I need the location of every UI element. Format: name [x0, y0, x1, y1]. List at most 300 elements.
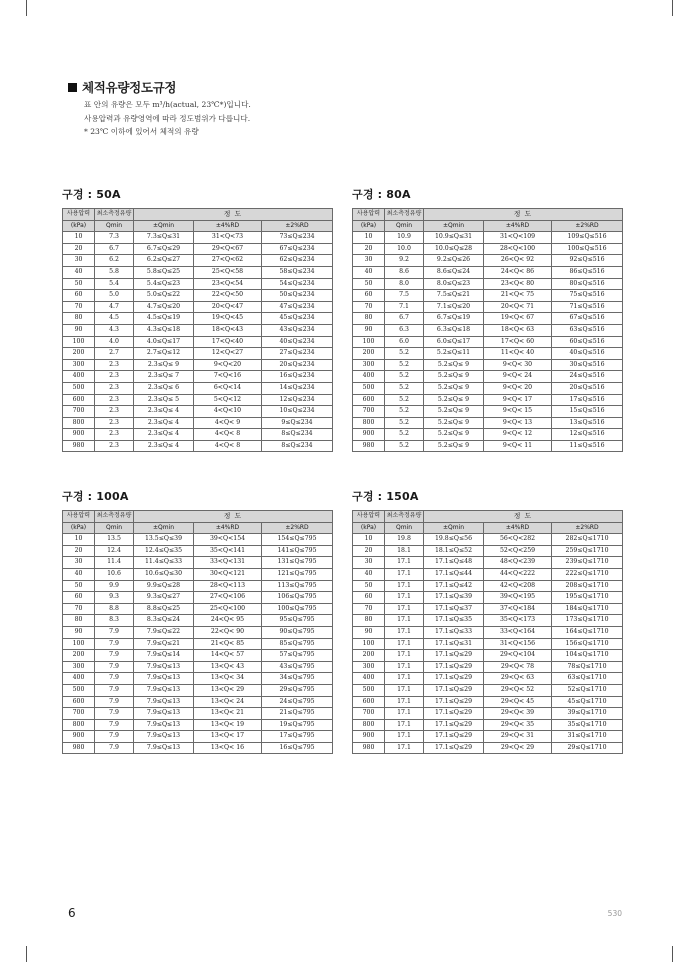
table-cell: 5.2: [385, 394, 424, 406]
table-cell: 5.4≤Q≤23: [134, 278, 194, 290]
table-row: [353, 673, 623, 685]
table-cell: 8.8: [95, 603, 134, 615]
header-pressure-unit: (kPa): [63, 220, 95, 232]
table-cell: 31<Q<109: [484, 232, 552, 244]
table-cell: 5.2≤Q≤ 9: [424, 429, 484, 441]
table-cell: 90: [353, 626, 385, 638]
table-cell: 200: [63, 650, 95, 662]
table-cell: 33<Q<131: [194, 557, 262, 569]
table-cell: 9<Q< 30: [484, 359, 552, 371]
table-row: [353, 313, 623, 325]
table-cell: 10: [353, 534, 385, 546]
table-cell: 8≤Q≤234: [262, 440, 333, 452]
table-cell: 40: [63, 266, 95, 278]
table-row: [63, 603, 333, 615]
table-cell: 4.0: [95, 336, 134, 348]
table-cell: 2.3≤Q≤ 5: [134, 394, 194, 406]
table-cell: 27≤Q≤234: [262, 348, 333, 360]
table-cell: 109≤Q≤516: [552, 232, 623, 244]
table-cell: 80: [63, 313, 95, 325]
table-cell: 17.1≤Q≤39: [424, 592, 484, 604]
table-cell: 80≤Q≤516: [552, 278, 623, 290]
table-cell: 42<Q<208: [484, 580, 552, 592]
table-cell: 7.9: [95, 731, 134, 743]
table-cell: 10≤Q≤234: [262, 406, 333, 418]
table-cell: 54≤Q≤234: [262, 278, 333, 290]
table-cell: 15≤Q≤516: [552, 406, 623, 418]
table-cell: 2.7: [95, 348, 134, 360]
table-cell: 106≤Q≤795: [262, 592, 333, 604]
header-col-2rd: ±2%RD: [552, 522, 623, 534]
table-row: [63, 290, 333, 302]
table-cell: 5.2≤Q≤11: [424, 348, 484, 360]
table-row: [63, 394, 333, 406]
table-cell: 50: [353, 278, 385, 290]
table-row: [63, 313, 333, 325]
table-cell: 2.3≤Q≤ 4: [134, 429, 194, 441]
table-cell: 17.1: [385, 708, 424, 720]
note-line: 사용압력과 유량영역에 따라 정도범위가 다릅니다.: [84, 113, 251, 123]
table-cell: 50: [63, 580, 95, 592]
table-cell: 282≤Q≤1710: [552, 534, 623, 546]
flow-table: [352, 510, 623, 754]
table-cell: 29<Q< 35: [484, 719, 552, 731]
table-row: [63, 278, 333, 290]
table-cell: 5.2: [385, 348, 424, 360]
table-cell: 17.1: [385, 557, 424, 569]
table-cell: 4<Q< 8: [194, 429, 262, 441]
table-cell: 50: [353, 580, 385, 592]
table-cell: 800: [63, 719, 95, 731]
table-cell: 13<Q< 34: [194, 673, 262, 685]
table-cell: 80: [353, 313, 385, 325]
table-cell: 8.6: [385, 266, 424, 278]
table-cell: 60: [63, 290, 95, 302]
table-cell: 18<Q< 63: [484, 324, 552, 336]
table-cell: 7.9: [95, 650, 134, 662]
table-cell: 7.9: [95, 626, 134, 638]
table-cell: 4<Q<10: [194, 406, 262, 418]
table-cell: 24<Q< 86: [484, 266, 552, 278]
table-cell: 7.9: [95, 696, 134, 708]
section-title: [68, 78, 176, 96]
table-cell: 48<Q<239: [484, 557, 552, 569]
table-row: [353, 301, 623, 313]
table-cell: 6.2≤Q≤27: [134, 255, 194, 267]
table-cell: 2.3: [95, 359, 134, 371]
table-cell: 9<Q< 12: [484, 429, 552, 441]
table-row: [353, 243, 623, 255]
table-row: [63, 742, 333, 754]
table-row: [63, 568, 333, 580]
table-cell: 80: [353, 615, 385, 627]
table-cell: 12≤Q≤234: [262, 394, 333, 406]
table-cell: 4.0≤Q≤17: [134, 336, 194, 348]
table-row: [63, 661, 333, 673]
table-cell: 6.7: [385, 313, 424, 325]
flow-table-block: [352, 186, 622, 452]
table-cell: 67≤Q≤234: [262, 243, 333, 255]
table-cell: 17.1≤Q≤29: [424, 696, 484, 708]
table-cell: 30≤Q≤516: [552, 359, 623, 371]
table-cell: 20: [63, 545, 95, 557]
table-cell: 6.7≤Q≤19: [424, 313, 484, 325]
table-row: [353, 742, 623, 754]
table-cell: 2.7≤Q≤12: [134, 348, 194, 360]
table-cell: 18<Q<43: [194, 324, 262, 336]
crop-mark: [26, 0, 27, 16]
table-cell: 2.3: [95, 394, 134, 406]
table-cell: 7.9≤Q≤13: [134, 731, 194, 743]
table-cell: 7.5: [385, 290, 424, 302]
table-row: [63, 545, 333, 557]
header-precision: 정 도: [424, 209, 623, 221]
table-cell: 200: [63, 348, 95, 360]
table-row: [63, 266, 333, 278]
table-cell: 17.1≤Q≤33: [424, 626, 484, 638]
table-cell: 800: [353, 719, 385, 731]
table-cell: 47≤Q≤234: [262, 301, 333, 313]
table-cell: 17.1: [385, 696, 424, 708]
table-cell: 100: [63, 638, 95, 650]
table-row: [353, 429, 623, 441]
flow-table-block: [62, 186, 332, 452]
table-cell: 11≤Q≤516: [552, 440, 623, 452]
table-cell: 24≤Q≤795: [262, 696, 333, 708]
table-cell: 63≤Q≤1710: [552, 673, 623, 685]
table-cell: 6.0≤Q≤17: [424, 336, 484, 348]
table-cell: 7.9: [95, 708, 134, 720]
table-cell: 400: [63, 673, 95, 685]
table-cell: 195≤Q≤1710: [552, 592, 623, 604]
table-cell: 29<Q< 63: [484, 673, 552, 685]
table-cell: 13<Q< 43: [194, 661, 262, 673]
header-pressure: 사용압력: [63, 511, 95, 523]
table-cell: 45≤Q≤1710: [552, 696, 623, 708]
table-row: [63, 615, 333, 627]
table-cell: 60≤Q≤516: [552, 336, 623, 348]
flow-table-block: [352, 488, 622, 754]
header-qmin: Qmin: [95, 220, 134, 232]
table-cell: 5.2: [385, 371, 424, 383]
table-cell: 259≤Q≤1710: [552, 545, 623, 557]
table-cell: 9.3: [95, 592, 134, 604]
header-qmin: Qmin: [385, 522, 424, 534]
table-cell: 9<Q< 20: [484, 382, 552, 394]
header-col-qmin: ±Qmin: [134, 220, 194, 232]
table-row: [353, 278, 623, 290]
table-cell: 20≤Q≤516: [552, 382, 623, 394]
table-row: [63, 348, 333, 360]
table-row: [63, 684, 333, 696]
table-cell: 60: [63, 592, 95, 604]
table-cell: 30: [63, 557, 95, 569]
table-cell: 25<Q<100: [194, 603, 262, 615]
table-cell: 18.1≤Q≤52: [424, 545, 484, 557]
table-cell: 9.9: [95, 580, 134, 592]
table-row: [63, 626, 333, 638]
table-cell: 131≤Q≤795: [262, 557, 333, 569]
table-row: [63, 417, 333, 429]
table-cell: 17.1≤Q≤31: [424, 638, 484, 650]
table-cell: 239≤Q≤1710: [552, 557, 623, 569]
table-cell: 222≤Q≤1710: [552, 568, 623, 580]
table-cell: 8.8≤Q≤25: [134, 603, 194, 615]
table-cell: 6.0: [385, 336, 424, 348]
table-cell: 300: [353, 661, 385, 673]
table-cell: 5.2≤Q≤ 9: [424, 359, 484, 371]
table-row: [353, 731, 623, 743]
table-row: [353, 336, 623, 348]
table-cell: 30: [353, 255, 385, 267]
table-cell: 5.8≤Q≤25: [134, 266, 194, 278]
table-cell: 500: [353, 684, 385, 696]
table-cell: 50: [63, 278, 95, 290]
table-cell: 40: [353, 266, 385, 278]
header-min-flow: 최소측정유량: [385, 511, 424, 523]
table-row: [353, 719, 623, 731]
table-cell: 7.9: [95, 673, 134, 685]
table-cell: 7.1: [385, 301, 424, 313]
table-cell: 90: [353, 324, 385, 336]
table-row: [353, 638, 623, 650]
table-cell: 7.9≤Q≤21: [134, 638, 194, 650]
table-cell: 40≤Q≤516: [552, 348, 623, 360]
table-cell: 9<Q< 15: [484, 406, 552, 418]
table-cell: 29<Q< 29: [484, 742, 552, 754]
table-cell: 17<Q< 60: [484, 336, 552, 348]
table-cell: 21<Q< 85: [194, 638, 262, 650]
table-cell: 12.4≤Q≤35: [134, 545, 194, 557]
table-cell: 2.3≤Q≤ 7: [134, 371, 194, 383]
table-cell: 29<Q< 52: [484, 684, 552, 696]
table-cell: 70: [353, 603, 385, 615]
table-row: [63, 301, 333, 313]
table-cell: 20<Q< 71: [484, 301, 552, 313]
table-cell: 92≤Q≤516: [552, 255, 623, 267]
table-row: [353, 615, 623, 627]
flow-table: [62, 208, 333, 452]
table-cell: 60: [353, 592, 385, 604]
table-cell: 7.9≤Q≤14: [134, 650, 194, 662]
table-cell: 500: [63, 684, 95, 696]
table-cell: 500: [353, 382, 385, 394]
table-cell: 200: [353, 348, 385, 360]
table-cell: 24≤Q≤516: [552, 371, 623, 383]
header-qmin: Qmin: [385, 220, 424, 232]
table-row: [63, 592, 333, 604]
table-cell: 29<Q< 78: [484, 661, 552, 673]
header-pressure-unit: (kPa): [353, 220, 385, 232]
table-cell: 35<Q<141: [194, 545, 262, 557]
table-cell: 10.6≤Q≤30: [134, 568, 194, 580]
table-cell: 4<Q< 8: [194, 440, 262, 452]
table-cell: 37<Q<184: [484, 603, 552, 615]
table-cell: 2.3: [95, 371, 134, 383]
table-cell: 17.1≤Q≤29: [424, 684, 484, 696]
table-cell: 400: [353, 371, 385, 383]
table-cell: 8.6≤Q≤24: [424, 266, 484, 278]
table-cell: 70: [63, 301, 95, 313]
table-cell: 17.1≤Q≤44: [424, 568, 484, 580]
table-cell: 5.2: [385, 440, 424, 452]
table-cell: 980: [353, 742, 385, 754]
table-cell: 34≤Q≤795: [262, 673, 333, 685]
table-cell: 300: [63, 359, 95, 371]
table-cell: 2.3≤Q≤ 4: [134, 417, 194, 429]
table-cell: 7.9≤Q≤13: [134, 684, 194, 696]
table-cell: 71≤Q≤516: [552, 301, 623, 313]
table-cell: 4.3: [95, 324, 134, 336]
table-cell: 600: [63, 394, 95, 406]
table-cell: 31<Q<73: [194, 232, 262, 244]
table-cell: 33<Q<164: [484, 626, 552, 638]
table-cell: 30: [353, 557, 385, 569]
table-row: [63, 534, 333, 546]
table-cell: 900: [63, 731, 95, 743]
table-row: [353, 696, 623, 708]
crop-mark: [26, 946, 27, 962]
table-row: [63, 650, 333, 662]
table-cell: 5.0≤Q≤22: [134, 290, 194, 302]
table-cell: 29≤Q≤795: [262, 684, 333, 696]
table-cell: 5.2≤Q≤ 9: [424, 417, 484, 429]
table-row: [353, 406, 623, 418]
table-cell: 184≤Q≤1710: [552, 603, 623, 615]
table-cell: 70: [353, 301, 385, 313]
table-cell: 31≤Q≤1710: [552, 731, 623, 743]
table-cell: 10: [63, 232, 95, 244]
table-cell: 17.1: [385, 638, 424, 650]
table-row: [353, 255, 623, 267]
table-cell: 16≤Q≤234: [262, 371, 333, 383]
table-cell: 7.9≤Q≤13: [134, 719, 194, 731]
table-row: [63, 580, 333, 592]
table-cell: 10.9: [385, 232, 424, 244]
table-cell: 80: [63, 615, 95, 627]
table-cell: 16≤Q≤795: [262, 742, 333, 754]
table-row: [353, 266, 623, 278]
table-cell: 73≤Q≤234: [262, 232, 333, 244]
header-col-qmin: ±Qmin: [424, 220, 484, 232]
table-cell: 78≤Q≤1710: [552, 661, 623, 673]
table-cell: 45≤Q≤234: [262, 313, 333, 325]
table-cell: 100≤Q≤795: [262, 603, 333, 615]
table-cell: 85≤Q≤795: [262, 638, 333, 650]
table-cell: 10.6: [95, 568, 134, 580]
table-row: [353, 661, 623, 673]
header-pressure: 사용압력: [353, 511, 385, 523]
table-cell: 10: [353, 232, 385, 244]
table-cell: 8.3≤Q≤24: [134, 615, 194, 627]
table-cell: 12.4: [95, 545, 134, 557]
table-cell: 980: [353, 440, 385, 452]
table-cell: 17.1: [385, 673, 424, 685]
reference-number: 530: [607, 909, 622, 918]
bore-size-label: 구경 : 100A: [62, 490, 129, 503]
table-cell: 17.1: [385, 719, 424, 731]
header-precision: 정 도: [424, 511, 623, 523]
table-cell: 7.9≤Q≤22: [134, 626, 194, 638]
table-cell: 9.2: [385, 255, 424, 267]
table-cell: 10: [63, 534, 95, 546]
table-cell: 7.9: [95, 684, 134, 696]
table-row: [63, 719, 333, 731]
table-cell: 39≤Q≤1710: [552, 708, 623, 720]
table-cell: 17≤Q≤795: [262, 731, 333, 743]
table-row: [353, 545, 623, 557]
table-cell: 17.1≤Q≤37: [424, 603, 484, 615]
table-cell: 100: [63, 336, 95, 348]
table-cell: 17.1: [385, 626, 424, 638]
table-cell: 23<Q<54: [194, 278, 262, 290]
table-cell: 9<Q<20: [194, 359, 262, 371]
table-cell: 600: [353, 394, 385, 406]
table-cell: 141≤Q≤795: [262, 545, 333, 557]
table-cell: 43≤Q≤795: [262, 661, 333, 673]
table-cell: 25<Q<58: [194, 266, 262, 278]
table-cell: 5.2: [385, 382, 424, 394]
table-cell: 700: [353, 708, 385, 720]
table-cell: 2.3: [95, 429, 134, 441]
crop-mark: [672, 946, 673, 962]
table-row: [353, 440, 623, 452]
table-cell: 30: [63, 255, 95, 267]
table-cell: 9.9≤Q≤28: [134, 580, 194, 592]
table-row: [63, 243, 333, 255]
table-cell: 29<Q< 45: [484, 696, 552, 708]
table-cell: 19<Q< 67: [484, 313, 552, 325]
header-min-flow: 최소측정유량: [95, 209, 134, 221]
table-cell: 13.5: [95, 534, 134, 546]
table-cell: 300: [353, 359, 385, 371]
table-cell: 44<Q<222: [484, 568, 552, 580]
table-cell: 29≤Q≤1710: [552, 742, 623, 754]
notes: [84, 98, 251, 139]
table-cell: 95≤Q≤795: [262, 615, 333, 627]
table-cell: 13.5≤Q≤39: [134, 534, 194, 546]
table-row: [63, 557, 333, 569]
table-cell: 6.3: [385, 324, 424, 336]
table-cell: 58≤Q≤234: [262, 266, 333, 278]
table-cell: 7.9: [95, 638, 134, 650]
table-cell: 7.9≤Q≤13: [134, 742, 194, 754]
header-min-flow: 최소측정유량: [95, 511, 134, 523]
table-cell: 600: [353, 696, 385, 708]
table-row: [63, 731, 333, 743]
table-cell: 18.1: [385, 545, 424, 557]
table-cell: 7.9≤Q≤13: [134, 661, 194, 673]
table-cell: 5.2: [385, 406, 424, 418]
table-row: [63, 638, 333, 650]
table-cell: 30<Q<121: [194, 568, 262, 580]
header-col-2rd: ±2%RD: [262, 220, 333, 232]
section-title-text: 체적유량정도규정: [82, 80, 177, 95]
header-pressure: 사용압력: [63, 209, 95, 221]
table-cell: 7<Q<16: [194, 371, 262, 383]
table-cell: 29<Q<104: [484, 650, 552, 662]
table-cell: 67≤Q≤516: [552, 313, 623, 325]
table-cell: 17.1: [385, 742, 424, 754]
table-row: [63, 382, 333, 394]
table-cell: 17.1≤Q≤29: [424, 661, 484, 673]
header-qmin: Qmin: [95, 522, 134, 534]
table-cell: 26<Q< 92: [484, 255, 552, 267]
table-cell: 20: [353, 545, 385, 557]
table-cell: 700: [353, 406, 385, 418]
table-row: [353, 603, 623, 615]
table-cell: 9<Q< 17: [484, 394, 552, 406]
